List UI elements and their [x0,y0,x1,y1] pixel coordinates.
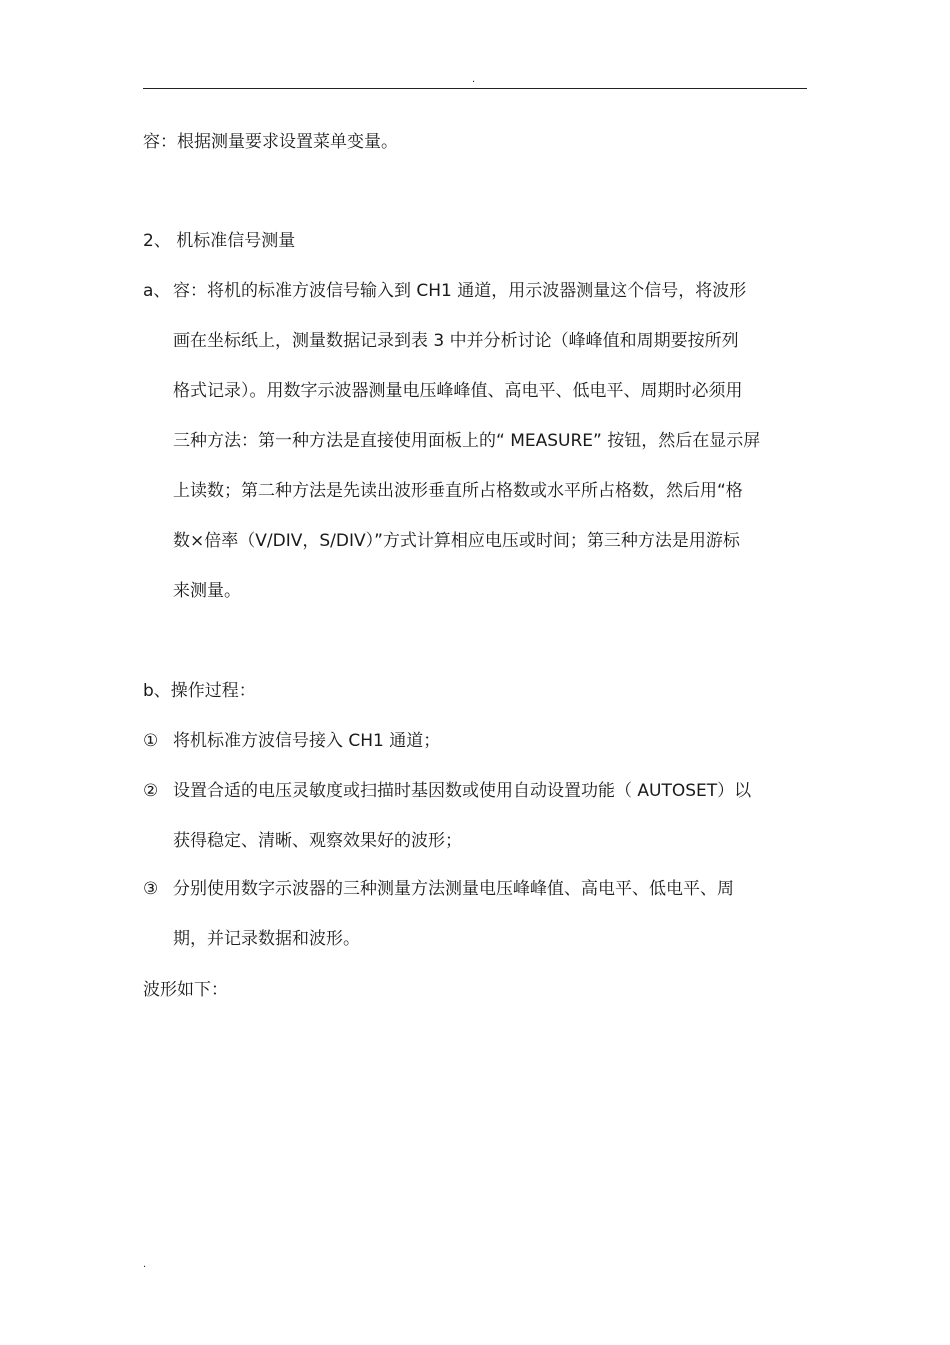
part-a-line: 三种方法：第一种方法是直接使用面板上的“ MEASURE” 按钮，然后在显示屏 [173,431,761,451]
waveform-label: 波形如下： [143,980,228,1000]
part-a-line: 上读数；第二种方法是先读出波形垂直所占格数或水平所占格数，然后用“格 [173,481,743,501]
step-3-text: 期，并记录数据和波形。 [173,929,360,949]
part-a-marker: a、 [143,281,171,301]
step-1-marker: ① [143,731,159,751]
header-rule [143,88,807,89]
part-b-heading: b、操作过程： [143,681,256,701]
part-a-line: 画在坐标纸上，测量数据记录到表 3 中并分析讨论（峰峰值和周期要按所列 [173,331,739,351]
step-3-marker: ③ [143,879,159,899]
part-a-line: 来测量。 [173,581,241,601]
part-a-line: 容：将机的标准方波信号输入到 CH1 通道，用示波器测量这个信号，将波形 [173,281,747,301]
step-1-text: 将机标准方波信号接入 CH1 通道； [173,731,441,751]
section-2-heading: 2、 机标准信号测量 [143,231,296,251]
step-2-text: 设置合适的电压灵敏度或扫描时基因数或使用自动设置功能（ AUTOSET）以 [173,781,752,801]
footer-mark: . [143,1259,147,1270]
step-2-marker: ② [143,781,159,801]
part-a-line: 数×倍率（V/DIV，S/DIV）”方式计算相应电压或时间；第三种方法是用游标 [173,531,740,551]
part-a-line: 格式记录）。用数字示波器测量电压峰峰值、高电平、低电平、周期时必须用 [173,381,743,401]
step-3-text: 分别使用数字示波器的三种测量方法测量电压峰峰值、高电平、低电平、周 [173,879,734,899]
step-2-text: 获得稳定、清晰、观察效果好的波形； [173,831,462,851]
header-mark: . [472,74,476,85]
intro-text: 容：根据测量要求设置菜单变量。 [143,132,398,152]
